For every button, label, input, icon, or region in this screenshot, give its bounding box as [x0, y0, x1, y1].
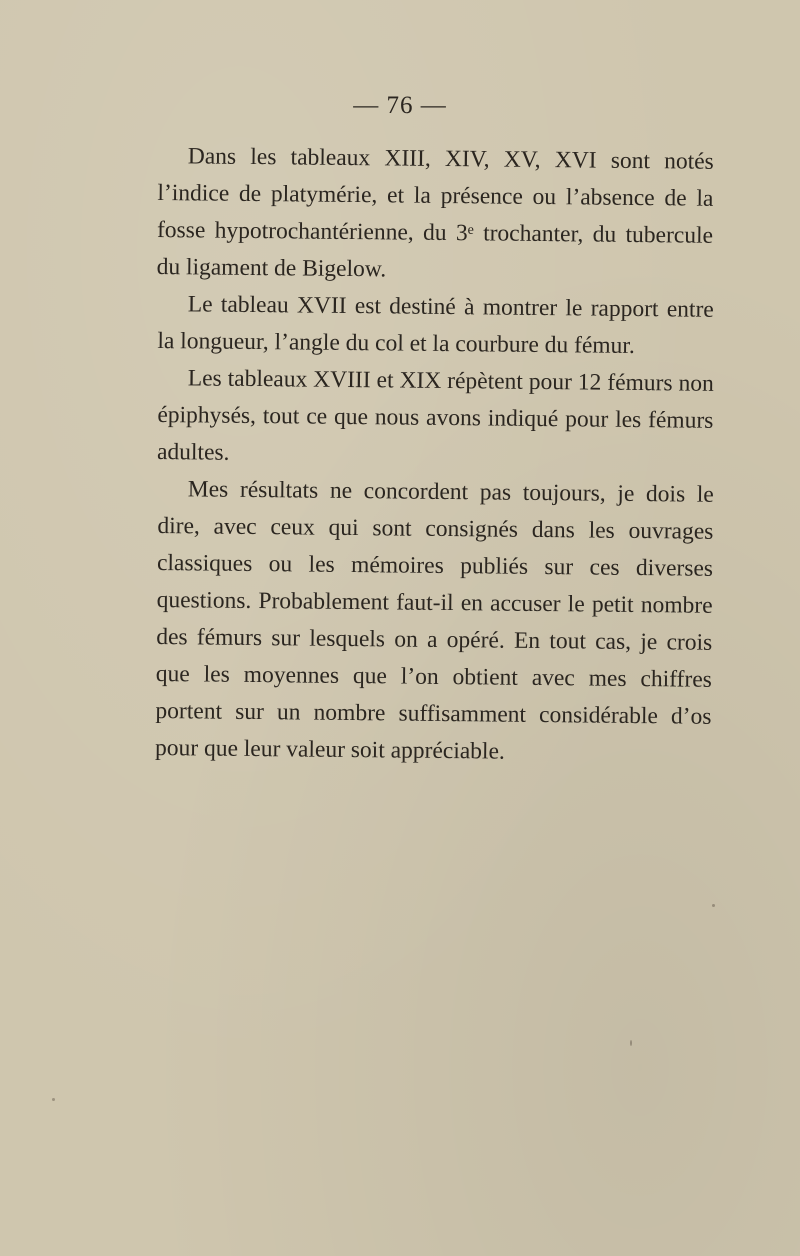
paper-speck: [712, 904, 715, 907]
paragraph-resultats: Mes résultats ne concordent pas toujours, je dois le dire, avec ceux qui sont consignés dans les ouvrages classiques ou les mémoires publiés sur ces diverses questions. Probablement faut-il en accuser le petit nombre des fémurs sur lesquels on a opéré. En tout cas, je crois que les moyennes que l’on obtient avec mes chiffres portent sur un nombre suffisamment considérable d’os pour que leur valeur soit appréciable.: [154, 476, 714, 765]
paragraph-tableaux-xiii-xvi: Dans les tableaux XIII, XIV, XV, XVI sont notés l’indice de platymérie, et la présence ou l’absence de la fosse hypotrochantérienne, du 3ᵉ trochanter, du tubercule du ligament de Bigelow.: [156, 143, 714, 283]
paragraph-tableaux-xviii-xix: Les tableaux XVIII et XIX répètent pour 12 fémurs non épiphysés, tout ce que nous avons indiqué pour les fémurs adultes.: [156, 365, 714, 466]
paper-speck: [52, 1098, 55, 1101]
page-number: — 76 —: [353, 92, 447, 119]
paragraph-tableau-xvii: Le tableau XVII est destiné à montrer le rapport entre la longueur, l’angle du col et la courbure du fémur.: [157, 291, 714, 359]
paper-speck: [630, 1040, 632, 1046]
body-text: [154, 138, 714, 767]
